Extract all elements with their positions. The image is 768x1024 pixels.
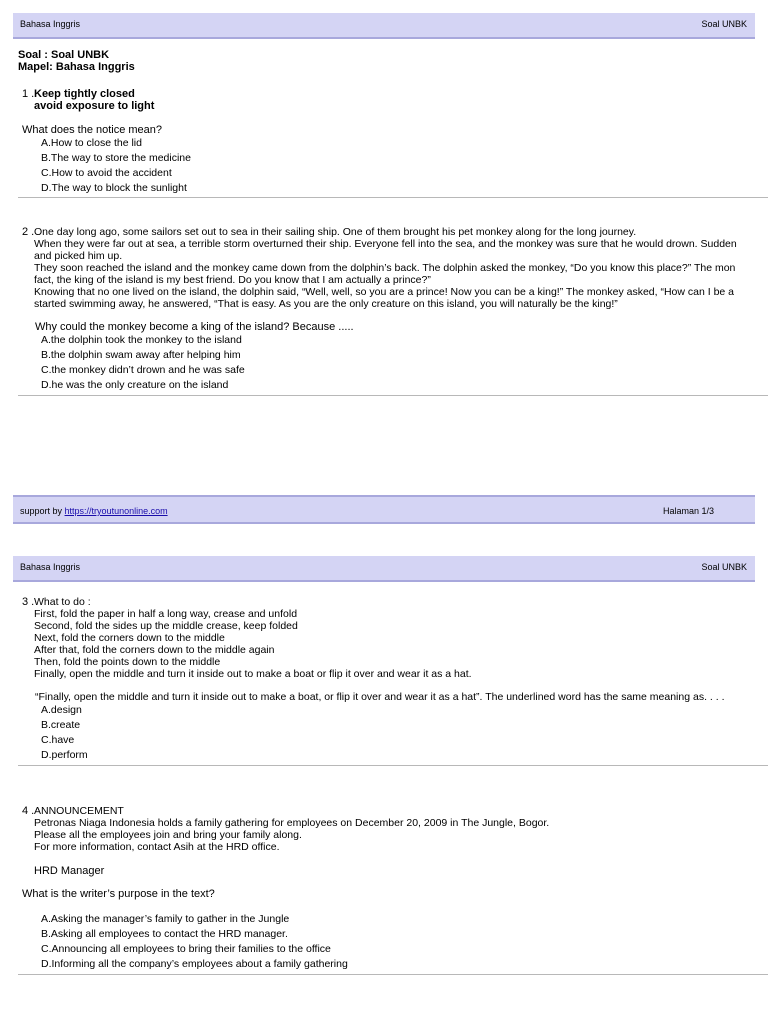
divider: [18, 765, 768, 766]
footer-support: [20, 506, 168, 516]
header-subject: Bahasa Inggris: [20, 19, 81, 29]
q2-passage-line: When they were far out at sea, a terrible storm overturned their ship. Everyone fell into the sea, and the monkey was sure that he would drown. Sudden: [34, 238, 737, 250]
page2-header-band: [13, 556, 755, 582]
q3-line: Then, fold the points down to the middle: [34, 656, 221, 668]
q2-question: Why could the monkey become a king of the island? Because .....: [35, 321, 354, 333]
q4-option-a[interactable]: A.Asking the manager’s family to gather in the Jungle: [41, 913, 290, 925]
divider: [18, 395, 768, 396]
q4-line: ANNOUNCEMENT: [34, 805, 124, 817]
q4-line: For more information, contact Asih at the HRD office.: [34, 841, 280, 853]
meta-mapel: Mapel: Bahasa Inggris: [18, 61, 135, 73]
q1-number: 1 .: [22, 88, 35, 100]
q4-question: What is the writer’s purpose in the text?: [22, 888, 215, 900]
q4-option-c[interactable]: C.Announcing all employees to bring their families to the office: [41, 943, 331, 955]
page1-header-band: [13, 13, 755, 39]
divider: [18, 197, 768, 198]
q3-number: 3 .: [22, 596, 35, 608]
q4-option-d[interactable]: D.Informing all the company’s employees about a family gathering: [41, 958, 348, 970]
divider: [18, 974, 768, 975]
q1-notice-line2: avoid exposure to light: [34, 100, 155, 112]
q1-option-b[interactable]: B.The way to store the medicine: [41, 152, 191, 164]
header-exam: Soal UNBK: [701, 562, 747, 572]
q2-option-a[interactable]: A.the dolphin took the monkey to the island: [41, 334, 242, 346]
q2-option-b[interactable]: B.the dolphin swam away after helping him: [41, 349, 241, 361]
q4-signature: HRD Manager: [34, 865, 105, 877]
q2-passage-line: fact, the king of the island is my best friend. Do you know that I am actually a prince?”: [34, 274, 431, 286]
page1-footer-band: [13, 495, 755, 524]
q1-option-d[interactable]: D.The way to block the sunlight: [41, 182, 187, 194]
q4-line: Please all the employees join and bring your family along.: [34, 829, 302, 841]
q2-passage-line: started swimming away, he answered, “That is easy. As you are the only creature on this island, you will naturally be the king!”: [34, 298, 618, 310]
q3-line: What to do :: [34, 596, 91, 608]
q3-line: First, fold the paper in half a long way, crease and unfold: [34, 608, 298, 620]
q2-passage: [34, 226, 737, 310]
q1-notice-line1: Keep tightly closed: [34, 88, 135, 100]
q2-option-d[interactable]: D.he was the only creature on the island: [41, 379, 229, 391]
q3-line: After that, fold the corners down to the middle again: [34, 644, 275, 656]
page-number: Halaman 1/3: [663, 506, 715, 516]
q1-question: What does the notice mean?: [22, 124, 163, 136]
q2-passage-line: and picked him up.: [34, 250, 123, 262]
meta-soal: Soal : Soal UNBK: [18, 49, 110, 61]
q2-passage-line: Knowing that no one lived on the island, the dolphin said, “Well, well, so you are a prince! Now you can be a king!” The monkey asked, “How can I be a: [34, 286, 735, 298]
q4-announcement: [34, 805, 549, 853]
q3-instructions: [34, 596, 472, 680]
header-subject: Bahasa Inggris: [20, 562, 81, 572]
q3-option-d[interactable]: D.perform: [41, 749, 88, 761]
q3-option-b[interactable]: B.create: [41, 719, 81, 731]
q4-number: 4 .: [22, 805, 35, 817]
q4-line: Petronas Niaga Indonesia holds a family gathering for employees on December 20, 2009 in The Jungle, Bogor.: [34, 817, 550, 829]
q2-passage-line: They soon reached the island and the monkey came down from the dolphin’s back. The dolphin asked the monkey, “Do you know this place?” The mon: [34, 262, 736, 274]
q1-option-c[interactable]: C.How to avoid the accident: [41, 167, 172, 179]
q3-line: Next, fold the corners down to the middle: [34, 632, 225, 644]
q2-option-c[interactable]: C.the monkey didn’t drown and he was safe: [41, 364, 245, 376]
q3-line: Second, fold the sides up the middle crease, keep folded: [34, 620, 298, 632]
q2-number: 2 .: [22, 226, 35, 238]
q3-question: “Finally, open the middle and turn it inside out to make a boat, or flip it over and wear it as a hat”. The underlined word has the same meaning as. . . .: [35, 691, 725, 703]
q4-option-b[interactable]: B.Asking all employees to contact the HRD manager.: [41, 928, 288, 940]
q3-option-a[interactable]: A.design: [41, 704, 82, 716]
support-link[interactable]: https://tryoutunonline.com: [64, 506, 168, 516]
q1-option-a[interactable]: A.How to close the lid: [41, 137, 142, 149]
support-label: support by: [20, 506, 63, 516]
header-exam: Soal UNBK: [701, 19, 747, 29]
q3-line: Finally, open the middle and turn it inside out to make a boat or flip it over and wear it as a hat.: [34, 668, 472, 680]
q3-option-c[interactable]: C.have: [41, 734, 75, 746]
q2-passage-line: One day long ago, some sailors set out to sea in their sailing ship. One of them brought his pet monkey along for the long journey.: [34, 226, 637, 238]
